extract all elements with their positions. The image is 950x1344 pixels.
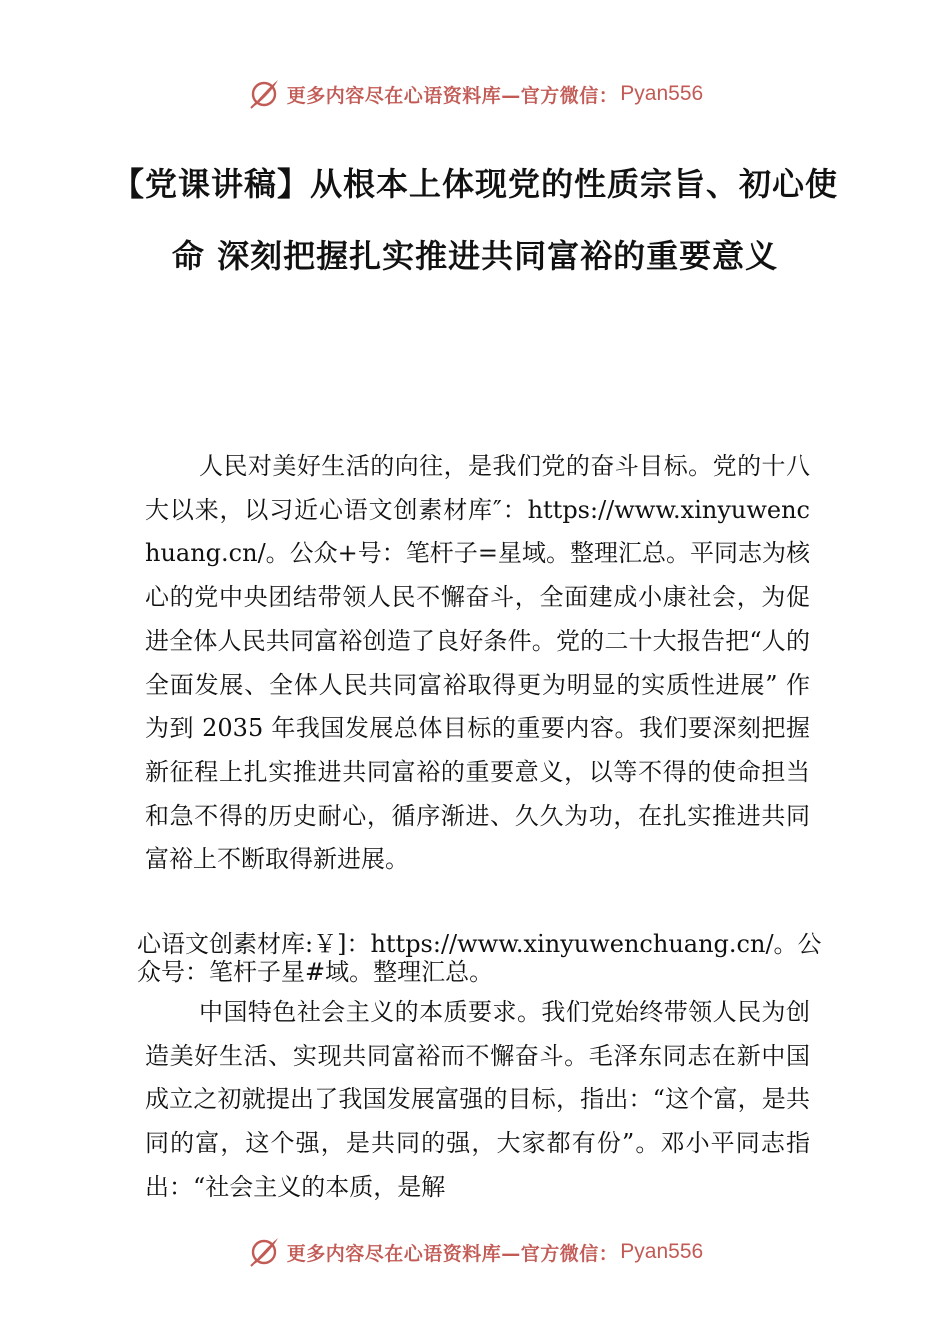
quill-pen-logo-icon [247,77,281,111]
banner-text: 更多内容尽在心语资料库—官方微信： [286,84,619,107]
header-banner [0,72,950,116]
banner-text: 更多内容尽在心语资料库—官方微信： [286,1242,619,1265]
body-paragraph: 人民对美好生活的向往，是我们党的奋斗目标。党的十八大以来，以习近心语文创素材库″：https://www.xinyuwenchuang.cn/。公众+号：笔杆子=星域。整理汇总。平同志为核心的党中央团结带领人民不懈奋斗，全面建成小康社会，为促进全体人民共同富裕创造了良好条件。党的二十大报告把“人的全面发展、全体人民共同富裕取得更为明显的实质性进展” 作为到 2035 年我国发展总体目标的重要内容。我们要深刻把握新征程上扎实推进共同富裕的重要意义，以等不得的使命担当和急不得的历史耐心，循序渐进、久久为功，在扎实推进共同富裕上不断取得新进展。 [145,452,810,874]
body-paragraph: 中国特色社会主义的本质要求。我们党始终带领人民为创造美好生活、实现共同富裕而不懈奋斗。毛泽东同志在新中国成立之初就提出了我国发展富强的目标，指出：“这个富，是共同的富，这个强，是共同的强，大家都有份”。邓小平同志指出：“社会主义的本质，是解 [145,998,810,1201]
quill-pen-logo-icon [247,1235,281,1269]
banner-wechat-handle: Pyan556 [620,1240,704,1263]
document-title: 【党课讲稿】从根本上体现党的性质宗旨、初心使命 深刻把握扎实推进共同富裕的重要意义 [111,165,838,275]
banner-wechat-handle: Pyan556 [620,82,704,105]
footer-banner [0,1230,950,1274]
inserted-promo-note: 心语文创素材库:￥]：https://www.xinyuwenchuang.cn/。公众号：笔杆子星#域。整理汇总。 [137,930,822,986]
